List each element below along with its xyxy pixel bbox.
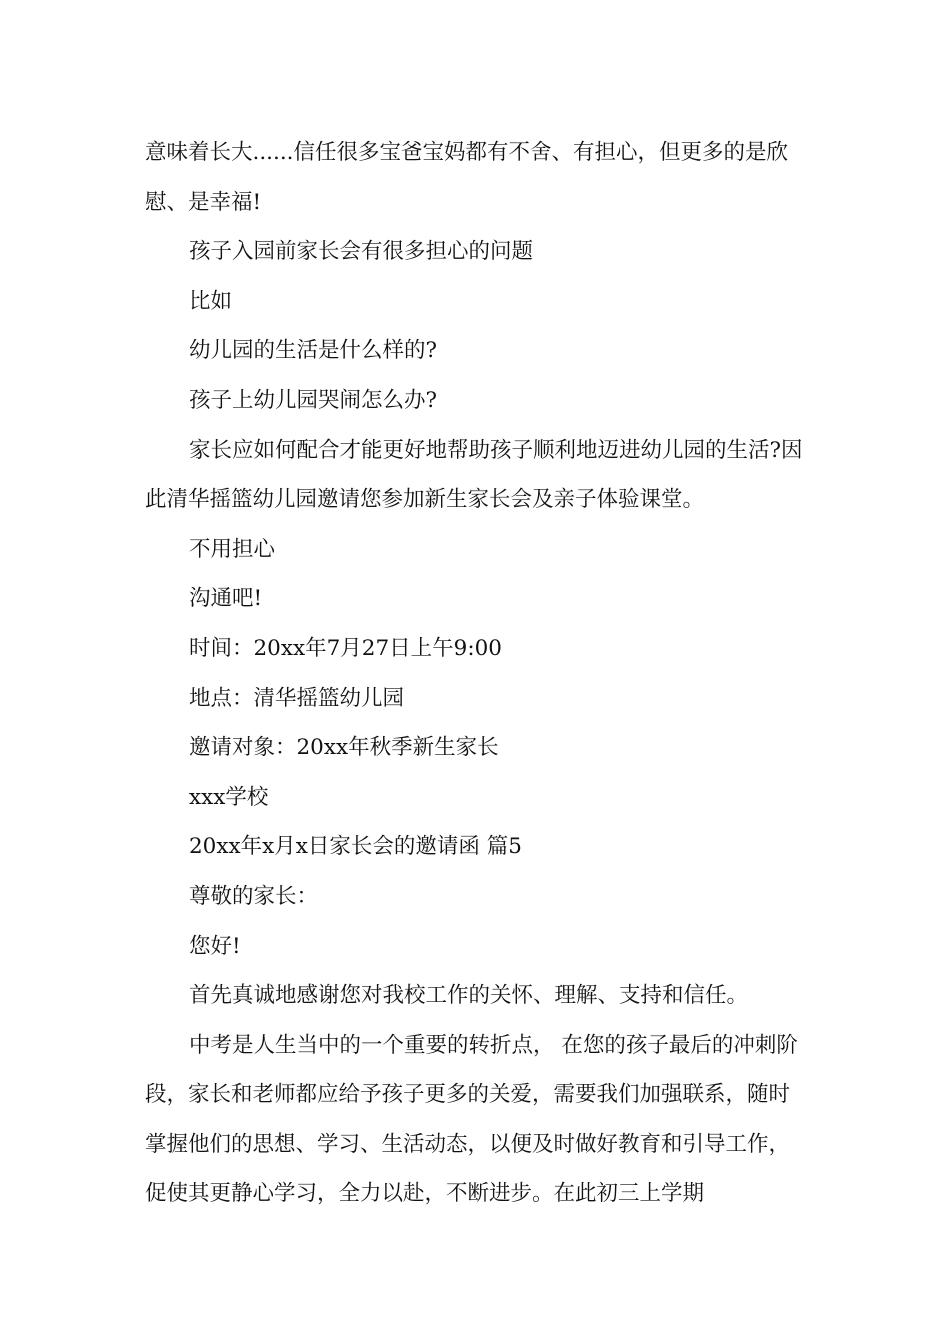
paragraph-question-crying: 孩子上幼儿园哭闹怎么办? (189, 387, 438, 413)
paragraph-communicate: 沟通吧! (189, 586, 263, 612)
paragraph-thanks: 首先真诚地感谢您对我校工作的关怀、理解、支持和信任。 (189, 983, 749, 1009)
paragraph-question-life: 幼儿园的生活是什么样的? (189, 338, 438, 364)
paragraph-continuation: 意味着长大......信任很多宝爸宝妈都有不舍、有担心，但更多的是欣慰、是幸福! (145, 140, 789, 215)
section-heading: 20xx年x月x日家长会的邀请函 篇5 (189, 834, 522, 860)
paragraph-location: 地点：清华摇篮幼儿园 (189, 685, 405, 711)
document-body (145, 128, 810, 1219)
paragraph-school: xxx学校 (189, 784, 269, 810)
paragraph-greeting: 您好! (189, 933, 241, 959)
paragraph-invitees: 邀请对象：20xx年秋季新生家长 (189, 735, 499, 761)
paragraph-no-worry: 不用担心 (189, 536, 276, 562)
paragraph-exam-turning-point: 中考是人生当中的一个重要的转折点， 在您的孩子最后的冲刺阶段，家长和老师都应给予孩子更多的关爱，需要我们加强联系，随时掌握他们的思想、学习、生活动态，以便及时做好教育和引导工作，促使其更静心学习，全力以赴，不断进步。在此初三上学期 (145, 1032, 798, 1207)
paragraph-invitation: 家长应如何配合才能更好地帮助孩子顺利地迈进幼儿园的生活?因此清华摇篮幼儿园邀请您参加新生家长会及亲子体验课堂。 (145, 437, 803, 513)
paragraph-salutation: 尊敬的家长： (189, 883, 319, 909)
paragraph-for-example: 比如 (189, 288, 233, 314)
paragraph-parent-worries: 孩子入园前家长会有很多担心的问题 (189, 239, 534, 265)
paragraph-time: 时间：20xx年7月27日上午9:00 (189, 635, 502, 661)
